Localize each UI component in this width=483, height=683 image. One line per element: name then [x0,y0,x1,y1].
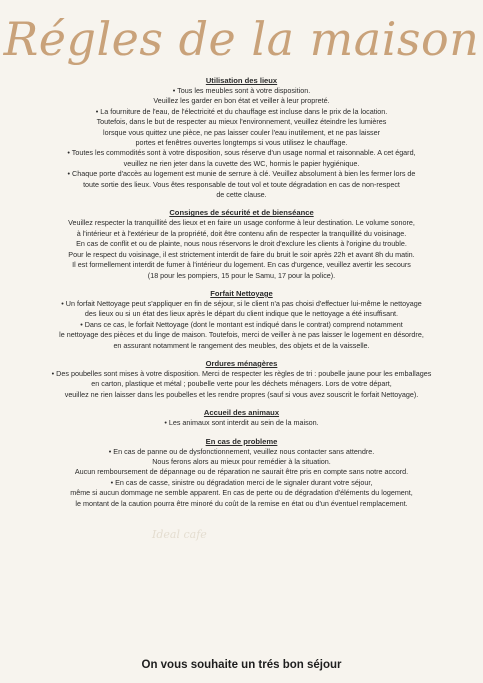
rule-text-line: en carton, plastique et métal ; poubelle verte pour les déchets ménagers. Lors de votre départ, [91,379,392,389]
rule-text-line: • La fourniture de l'eau, de l'électricité et du chauffage est incluse dans le prix de la location. [95,106,388,116]
rule-text-line: (18 pour les pompiers, 15 pour le Samu, 17 pour la police). [147,270,336,280]
rule-text-line: Veuillez respecter la tranquillité des lieux et en faire un usage conforme à leur destination. Le volume sonore, [68,218,415,228]
section-heading: Ordures ménagères [205,358,278,368]
rules-section [8,289,475,351]
rule-text-line: • En cas de panne ou de dysfonctionnement, veuillez nous contacter sans attendre. [108,446,375,456]
rule-text-line: • Toutes les commodités sont à votre disposition, sous réserve d'un usage normal et raisonnable. A cet égard, [67,148,416,158]
rule-text-line: en assurant notamment le rangement des meubles, des objets et de la vaisselle. [113,340,370,350]
rule-text-line: de cette clause. [216,190,267,200]
rules-section [8,76,475,200]
section-heading: En cas de probleme [205,436,278,446]
rule-text-line: • Des poubelles sont mises à votre disposition. Merci de respecter les règles de tri : poubelle jaune pour les emballages [51,368,432,378]
rule-text-line: le nettoyage des pièces et du linge de maison. Toutefois, merci de veiller à ne pas laisser le logement en désordre, [59,330,424,340]
rule-text-line: Pour le respect du voisinage, il est strictement interdit de faire du bruit le soir après 22h et avant 8h du matin. [68,249,415,259]
section-heading: Accueil des animaux [203,408,280,418]
rule-text-line: En cas de conflit et ou de plainte, nous nous réservons le droit d'exclure les clients à l'origine du trouble. [76,239,407,249]
rule-text-line: • En cas de casse, sinistre ou dégradation merci de le signaler durant votre séjour, [110,477,373,487]
rules-section [8,408,475,428]
closing-message: On vous souhaite un trés bon séjour [141,659,342,671]
watermark-text: Ideal cafe [152,528,207,541]
rules-content [8,76,475,517]
rule-text-line: • Les animaux sont interdit au sein de la maison. [164,418,319,428]
rule-text-line: Aucun remboursement de dépannage ou de réparation ne saurait être pris en compte sans notre accord. [74,467,409,477]
rule-text-line: à l'intérieur et à l'extérieur de la propriété, doit être contenu afin de respecter la tranquillité du voisinage. [76,228,407,238]
section-heading: Utilisation des lieux [205,76,278,85]
rule-text-line: veuillez ne rien jeter dans la cuvette des WC, hormis le papier hygiénique. [123,158,360,168]
rule-text-line: toute sortie des lieux. Vous êtes responsable de tout vol et toute dégradation en cas de non-respect [83,179,400,189]
rule-text-line: même si aucun dommage ne semble apparent. En cas de perte ou de dégradation d'éléments du logement, [70,488,413,498]
rule-text-line: le montant de la caution pourra être minoré du coût de la remise en état ou d'un éventuel remplacement. [75,498,408,508]
rule-text-line: • Dans ce cas, le forfait Nettoyage (dont le montant est indiqué dans le contrat) comprend notamment [80,319,403,329]
rule-text-line: Nous ferons alors au mieux pour remédier à la situation. [152,456,331,466]
rules-section [8,359,475,400]
rule-text-line: • Chaque porte d'accès au logement est munie de serrure à clé. Veuillez absolument à bien les fermer lors de [67,169,416,179]
rule-text-line: portes et fenêtres ouvertes longtemps si vous utilisez le chauffage. [135,138,348,148]
section-heading: Consignes de sécurité et de bienséance [169,208,314,218]
rule-text-line: • Un forfait Nettoyage peut s'appliquer en fin de séjour, si le client n'a pas choisi d'effectuer lui-même le nettoyage [61,298,422,308]
rules-section [8,437,475,509]
rule-text-line: des lieux ou si un état des lieux après le départ du client indique que le nettoyage a été insuffisant. [84,309,399,319]
rules-section [8,208,475,280]
rule-text-line: • Tous les meubles sont à votre disposition. [172,86,311,95]
section-heading: Forfait Nettoyage [210,288,273,298]
rule-text-line: veuillez ne rien laisser dans les poubelles et les rendre propres (sauf si vous avez souscrit le forfait Nettoyage). [64,389,419,399]
rule-text-line: lorsque vous quittez une pièce, ne pas laisser couler l'eau inutilement, et ne pas laisser [102,127,381,137]
page-title: Régles de la maison [3,12,480,66]
rule-text-line: Il est formellement interdit de fumer à l'intérieur du logement. En cas d'urgence, veuillez avertir les secours [72,260,411,270]
rule-text-line: Veuillez les garder en bon état et veiller à leur propreté. [153,96,330,106]
rule-text-line: Toutefois, dans le but de respecter au mieux l'environnement, veuillez éteindre les lumières [96,117,387,127]
